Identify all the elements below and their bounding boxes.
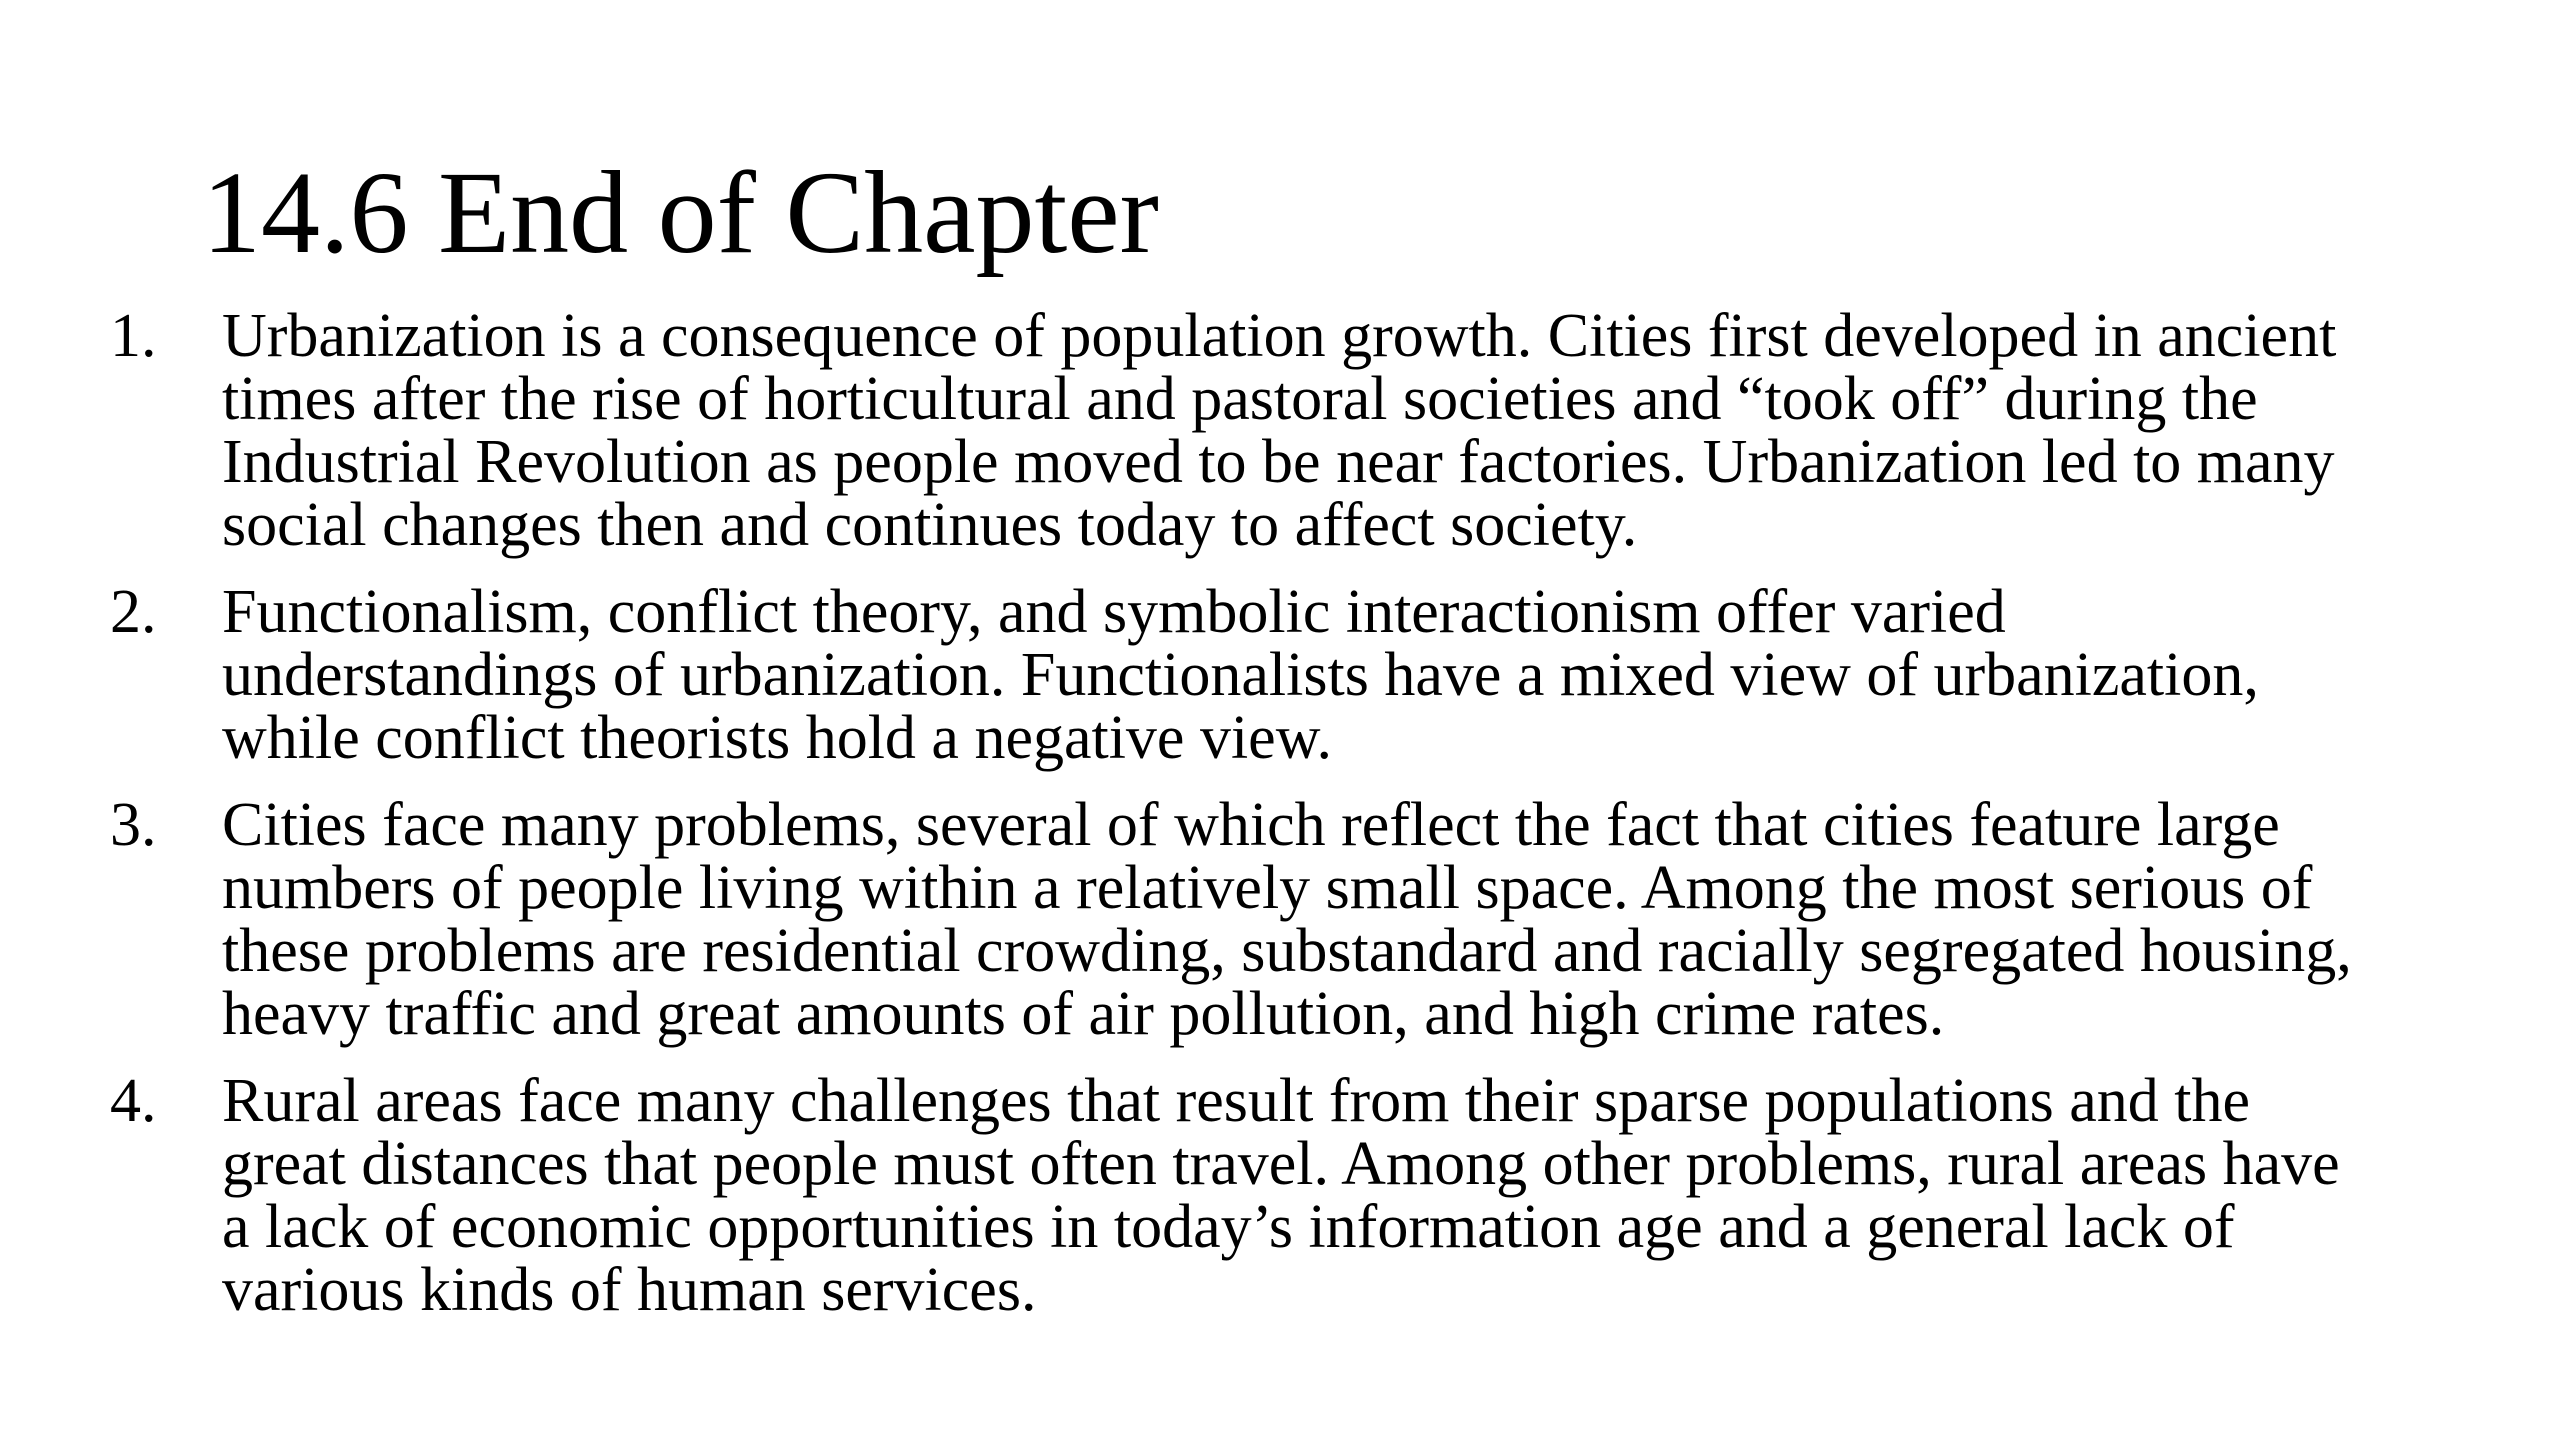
item-text-line: times after the rise of horticultural and pastoral societies and “took off” during the <box>222 365 2258 433</box>
summary-item-2 <box>110 578 2470 772</box>
item-text-line: Functionalism, conflict theory, and symbolic interactionism offer varied <box>222 578 2006 646</box>
item-text-line: Industrial Revolution as people moved to be near factories. Urbanization led to many <box>222 428 2335 496</box>
item-text-line: understandings of urbanization. Functionalists have a mixed view of urbanization, <box>222 641 2259 709</box>
item-text-line: a lack of economic opportunities in today’s information age and a general lack of <box>222 1193 2235 1261</box>
item-text-line: while conflict theorists hold a negative view. <box>222 704 1332 772</box>
summary-item-3 <box>110 791 2470 1048</box>
item-text-line: great distances that people must often travel. Among other problems, rural areas have <box>222 1130 2340 1198</box>
summary-list <box>110 302 2470 1346</box>
item-number: 1. <box>110 302 157 370</box>
item-number: 2. <box>110 578 157 646</box>
item-text-line: numbers of people living within a relatively small space. Among the most serious of <box>222 854 2313 922</box>
summary-item-4 <box>110 1067 2470 1324</box>
item-text-line: Urbanization is a consequence of population growth. Cities first developed in ancient <box>222 302 2337 370</box>
item-text-line: heavy traffic and great amounts of air pollution, and high crime rates. <box>222 980 1945 1048</box>
item-text-line: social changes then and continues today to affect society. <box>222 491 1638 559</box>
item-number: 4. <box>110 1067 157 1135</box>
summary-item-1 <box>110 302 2470 559</box>
item-text-line: these problems are residential crowding, substandard and racially segregated housing, <box>222 917 2352 985</box>
slide-title: 14.6 End of Chapter <box>202 147 1159 278</box>
item-text-line: Rural areas face many challenges that result from their sparse populations and the <box>222 1067 2251 1135</box>
item-number: 3. <box>110 791 157 859</box>
item-text-line: various kinds of human services. <box>222 1256 1037 1324</box>
item-text-line: Cities face many problems, several of which reflect the fact that cities feature large <box>222 791 2280 859</box>
